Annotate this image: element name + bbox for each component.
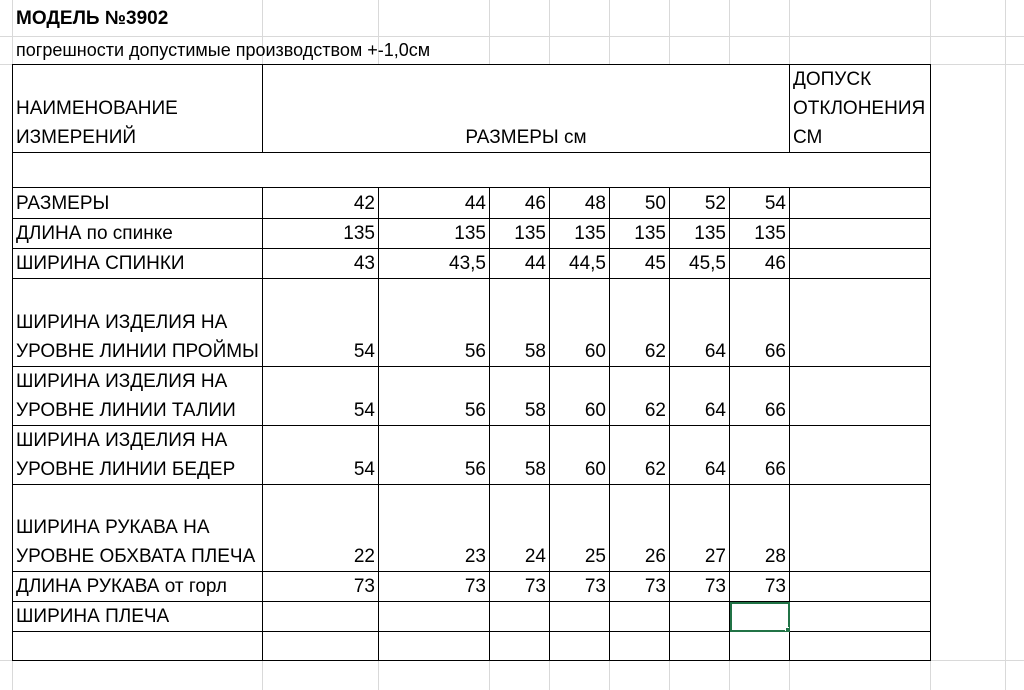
size-value-cell[interactable]: 43,5: [379, 249, 490, 279]
empty-cell[interactable]: [13, 153, 931, 188]
table-row: [13, 188, 931, 219]
size-value-cell[interactable]: 27: [670, 485, 730, 572]
tolerance-cell[interactable]: [790, 279, 931, 367]
size-value-cell[interactable]: 73: [490, 572, 550, 602]
size-value-cell[interactable]: 73: [263, 572, 379, 602]
table-row: [13, 219, 931, 249]
table-row: [13, 572, 931, 602]
spacer-row: [13, 153, 931, 188]
size-value-cell[interactable]: 50: [610, 188, 670, 219]
size-value-cell[interactable]: 25: [550, 485, 610, 572]
measurement-label[interactable]: ШИРИНА СПИНКИ: [13, 249, 263, 279]
size-value-cell[interactable]: 135: [263, 219, 379, 249]
size-value-cell[interactable]: 44: [490, 249, 550, 279]
size-value-cell[interactable]: [379, 632, 490, 661]
table-row: [13, 485, 931, 572]
size-value-cell[interactable]: 54: [263, 279, 379, 367]
size-value-cell[interactable]: 60: [550, 426, 610, 485]
size-value-cell[interactable]: 52: [670, 188, 730, 219]
tolerance-cell[interactable]: [790, 632, 931, 661]
size-value-cell[interactable]: 62: [610, 426, 670, 485]
measurement-label[interactable]: ШИРИНА РУКАВА НА УРОВНЕ ОБХВАТА ПЛЕЧА: [13, 485, 263, 572]
size-value-cell[interactable]: 44,5: [550, 249, 610, 279]
size-value-cell[interactable]: [379, 602, 490, 632]
size-value-cell[interactable]: 73: [610, 572, 670, 602]
measurement-label[interactable]: ШИРИНА ИЗДЕЛИЯ НА УРОВНЕ ЛИНИИ БЕДЕР: [13, 426, 263, 485]
size-value-cell[interactable]: 54: [263, 367, 379, 426]
size-value-cell[interactable]: 54: [730, 188, 790, 219]
table-row: [13, 279, 931, 367]
size-value-cell[interactable]: [490, 632, 550, 661]
table-row: [13, 249, 931, 279]
table-row: [13, 426, 931, 485]
size-value-cell[interactable]: 135: [730, 219, 790, 249]
size-value-cell[interactable]: 56: [379, 426, 490, 485]
measurement-name-header[interactable]: НАИМЕНОВАНИЕ ИЗМЕРЕНИЙ: [13, 65, 263, 153]
size-value-cell[interactable]: 28: [730, 485, 790, 572]
measurements-table: [12, 64, 931, 661]
measurement-label[interactable]: [13, 632, 263, 661]
size-value-cell[interactable]: 66: [730, 279, 790, 367]
size-value-cell[interactable]: 64: [670, 426, 730, 485]
tolerance-cell[interactable]: [790, 485, 931, 572]
size-value-cell[interactable]: 64: [670, 367, 730, 426]
size-value-cell[interactable]: 58: [490, 367, 550, 426]
size-value-cell[interactable]: 62: [610, 367, 670, 426]
measurement-label[interactable]: ШИРИНА ИЗДЕЛИЯ НА УРОВНЕ ЛИНИИ ТАЛИИ: [13, 367, 263, 426]
size-value-cell[interactable]: [670, 632, 730, 661]
measurement-label[interactable]: РАЗМЕРЫ: [13, 188, 263, 219]
size-value-cell[interactable]: 48: [550, 188, 610, 219]
size-value-cell[interactable]: 64: [670, 279, 730, 367]
size-value-cell[interactable]: 60: [550, 279, 610, 367]
size-value-cell[interactable]: 73: [550, 572, 610, 602]
size-value-cell[interactable]: 135: [379, 219, 490, 249]
tolerance-cell[interactable]: [790, 602, 931, 632]
tolerance-cell[interactable]: [790, 367, 931, 426]
size-value-cell[interactable]: 46: [490, 188, 550, 219]
size-value-cell[interactable]: 46: [730, 249, 790, 279]
size-value-cell[interactable]: [550, 602, 610, 632]
header-row: [13, 65, 931, 153]
size-value-cell[interactable]: 135: [670, 219, 730, 249]
size-value-cell[interactable]: 26: [610, 485, 670, 572]
document-title: МОДЕЛЬ №3902: [16, 8, 169, 29]
size-value-cell[interactable]: 66: [730, 367, 790, 426]
measurement-label[interactable]: ДЛИНА по спинке: [13, 219, 263, 249]
table-row: [13, 367, 931, 426]
size-value-cell[interactable]: 135: [550, 219, 610, 249]
size-value-cell[interactable]: 22: [263, 485, 379, 572]
measurement-label[interactable]: ДЛИНА РУКАВА от горл: [13, 572, 263, 602]
gridline: [0, 36, 1024, 37]
tolerance-header[interactable]: ДОПУСК ОТКЛОНЕНИЯ СМ: [790, 65, 931, 153]
size-value-cell[interactable]: 45,5: [670, 249, 730, 279]
size-value-cell[interactable]: 45: [610, 249, 670, 279]
size-value-cell[interactable]: 24: [490, 485, 550, 572]
size-value-cell[interactable]: [490, 602, 550, 632]
size-value-cell[interactable]: 56: [379, 279, 490, 367]
size-value-cell[interactable]: 135: [610, 219, 670, 249]
size-value-cell[interactable]: 135: [490, 219, 550, 249]
sizes-header[interactable]: РАЗМЕРЫ см: [263, 65, 790, 153]
size-value-cell[interactable]: 66: [730, 426, 790, 485]
gridline: [1005, 0, 1006, 690]
size-value-cell[interactable]: 58: [490, 279, 550, 367]
size-value-cell[interactable]: [610, 632, 670, 661]
size-value-cell[interactable]: 42: [263, 188, 379, 219]
tolerance-cell[interactable]: [790, 188, 931, 219]
active-cell[interactable]: [730, 602, 790, 632]
size-value-cell[interactable]: 56: [379, 367, 490, 426]
tolerance-note: погрешности допустимые производством +-1,0см: [16, 40, 431, 60]
tolerance-cell[interactable]: [790, 572, 931, 602]
size-value-cell[interactable]: [263, 632, 379, 661]
measurement-label[interactable]: ШИРИНА ИЗДЕЛИЯ НА УРОВНЕ ЛИНИИ ПРОЙМЫ: [13, 279, 263, 367]
size-value-cell[interactable]: 44: [379, 188, 490, 219]
size-value-cell[interactable]: 54: [263, 426, 379, 485]
size-value-cell[interactable]: [550, 632, 610, 661]
size-value-cell[interactable]: 43: [263, 249, 379, 279]
size-value-cell[interactable]: [730, 632, 790, 661]
size-value-cell[interactable]: [263, 602, 379, 632]
tolerance-cell[interactable]: [790, 426, 931, 485]
tolerance-cell[interactable]: [790, 249, 931, 279]
measurement-label[interactable]: ШИРИНА ПЛЕЧА: [13, 602, 263, 632]
size-value-cell[interactable]: 62: [610, 279, 670, 367]
size-value-cell[interactable]: 60: [550, 367, 610, 426]
size-value-cell[interactable]: 23: [379, 485, 490, 572]
size-value-cell[interactable]: [610, 602, 670, 632]
size-value-cell[interactable]: 73: [730, 572, 790, 602]
tolerance-cell[interactable]: [790, 219, 931, 249]
table-row: [13, 632, 931, 661]
size-value-cell[interactable]: 73: [670, 572, 730, 602]
size-value-cell[interactable]: [670, 602, 730, 632]
size-value-cell[interactable]: 73: [379, 572, 490, 602]
size-value-cell[interactable]: 58: [490, 426, 550, 485]
table-row: [13, 602, 931, 632]
